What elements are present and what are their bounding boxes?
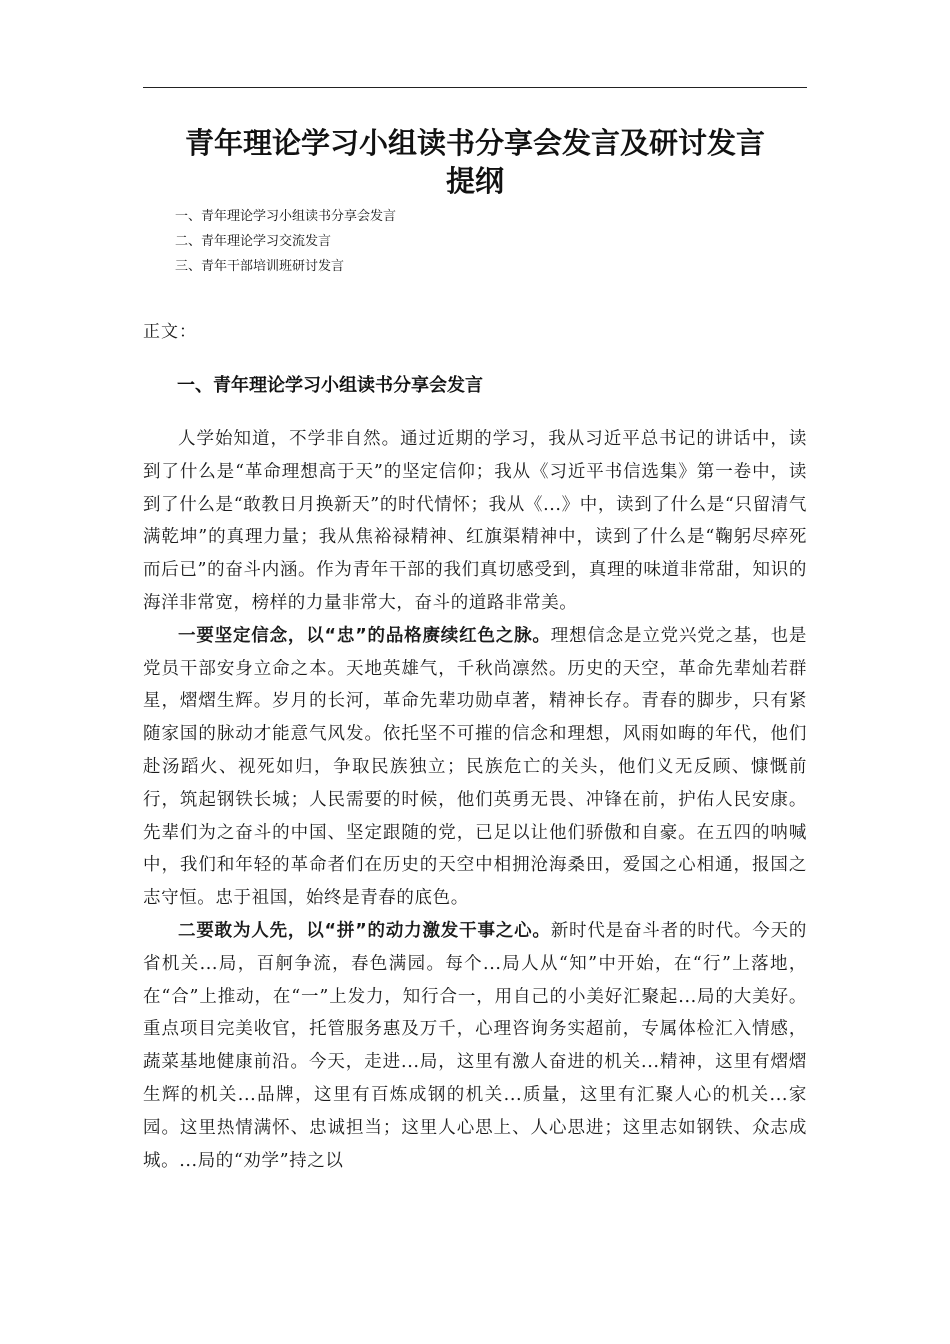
title-line-1: 青年理论学习小组读书分享会发言及研讨发言 [184, 126, 765, 160]
paragraph-text: 新时代是奋斗者的时代。今天的省机关...局，百舸争流，春色满园。每个...局人从“知”中开始，在“行”上落地，在“合”上推动，在“一”上发力，知行合一，用自己的小美好汇聚起...局的大美好。重点项目完美收官，托管服务惠及万千，心理咨询务实超前，专属体检汇入情感，蔬菜基地健康前沿。今天，走进...局，这里有激人奋进的机关...精神，这里有熠熠生辉的机关...品牌，这里有百炼成钢的机关...质量，这里有汇聚人心的机关...家园。这里热情满怀、忠诚担当；这里人心思上、人心思进；这里志如钢铁、众志成城。...局的“劝学”持之以 [143, 920, 807, 1171]
paragraph-point-2 [143, 915, 807, 1177]
paragraph-lead: 一要坚定信念，以“忠”的品格赓续红色之脉。 [178, 625, 551, 646]
document-body [143, 423, 807, 1177]
title-line-2: 提纲 [445, 164, 504, 198]
body-label: 正文： [143, 322, 197, 342]
paragraph-text: 理想信念是立党兴党之基，也是党员干部安身立命之本。天地英雄气，千秋尚凛然。历史的天空，革命先辈灿若群星，熠熠生辉。岁月的长河，革命先辈功勋卓著，精神长存。青春的脚步，只有紧随家国的脉动才能意气风发。依托坚不可摧的信念和理想，风雨如晦的年代，他们赴汤蹈火、视死如归，争取民族独立；民族危亡的关头，他们义无反顾、慷慨前行，筑起钢铁长城；人民需要的时候，他们英勇无畏、冲锋在前，护佑人民安康。先辈们为之奋斗的中国、坚定跟随的党，已足以让他们骄傲和自豪。在五四的呐喊中，我们和年轻的革命者们在历史的天空中相拥沧海桑田，爱国之心相通，报国之志守恒。忠于祖国，始终是青春的底色。 [143, 625, 807, 909]
paragraph-text: 人学始知道，不学非自然。通过近期的学习，我从习近平总书记的讲话中，读到了什么是“革命理想高于天”的坚定信仰；我从《习近平书信选集》第一卷中，读到了什么是“敢教日月换新天”的时代情怀；我从《...》中，读到了什么是“只留清气满乾坤”的真理力量；我从焦裕禄精神、红旗渠精神中，读到了什么是“鞠躬尽瘁死而后已”的奋斗内涵。作为青年干部的我们真切感受到，真理的味道非常甜，知识的海洋非常宽，榜样的力量非常大，奋斗的道路非常美。 [143, 429, 807, 613]
header-rule [143, 87, 807, 88]
toc-item: 二、青年理论学习交流发言 [175, 234, 332, 249]
toc-item: 一、青年理论学习小组读书分享会发言 [175, 209, 397, 224]
paragraph-point-1 [143, 620, 807, 915]
table-of-contents [175, 204, 396, 279]
paragraph-lead: 二要敢为人先，以“拼”的动力激发干事之心。 [178, 920, 551, 941]
paragraph-intro [143, 423, 807, 620]
section-heading: 一、青年理论学习小组读书分享会发言 [177, 375, 483, 396]
document-title [143, 124, 807, 200]
toc-item: 三、青年干部培训班研讨发言 [175, 259, 345, 274]
